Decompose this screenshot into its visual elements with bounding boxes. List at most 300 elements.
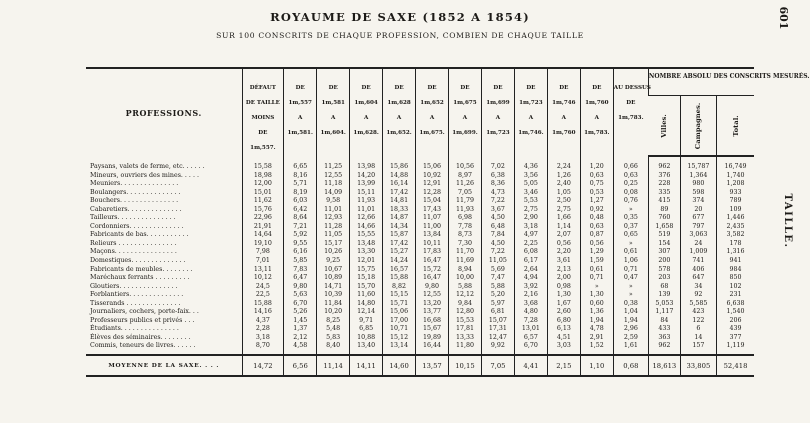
table-cell: 5,26: [284, 308, 317, 317]
table-cell: 11,07: [416, 214, 449, 223]
table-cell: 5,20: [481, 291, 514, 300]
table-cell: 0,92: [580, 206, 613, 215]
table-row: [86, 156, 754, 172]
table-cell: 12,93: [317, 214, 350, 223]
table-cell: 1,94: [580, 317, 613, 326]
table-cell: 15,70: [350, 283, 383, 292]
table-cell: 11,25: [317, 156, 350, 172]
table-row: [86, 214, 754, 223]
table-cell: 1,540: [717, 308, 754, 317]
table-cell: 15,06: [383, 308, 416, 317]
table-cell: 16,47: [416, 257, 449, 266]
table-cell: 377: [717, 334, 754, 343]
table-cell: 18,33: [383, 206, 416, 215]
table-cell: 5,05: [514, 180, 547, 189]
table-row: [86, 342, 754, 355]
table-cell: 406: [680, 266, 716, 275]
table-cell: 109: [717, 206, 754, 215]
table-cell: 8,40: [317, 342, 350, 355]
table-cell: 1,67: [547, 300, 580, 309]
table-cell: 13,14: [383, 342, 416, 355]
table-cell: 21,91: [242, 223, 284, 232]
table-cell: 0,61: [613, 248, 648, 257]
table-cell: 8,25: [317, 317, 350, 326]
table-cell: 5,053: [648, 300, 680, 309]
table-cell: 0,38: [613, 300, 648, 309]
range-header: DE 1m,675 A 1m,699.: [449, 68, 482, 156]
table-row: [86, 231, 754, 240]
table-row: [86, 334, 754, 343]
totals-cell: 14,11: [350, 355, 383, 376]
table-cell: 13,20: [416, 300, 449, 309]
profession-name: Professeurs publics et privés . . .: [90, 316, 195, 324]
table-cell: 850: [717, 274, 754, 283]
table-cell: 24: [680, 240, 716, 249]
profession-name: Tailleurs. . . . . . . . . . . . . . .: [90, 214, 176, 222]
table-cell: 7,28: [514, 317, 547, 326]
table-cell: 15,76: [242, 206, 284, 215]
table-row: [86, 197, 754, 206]
table-cell: 439: [717, 325, 754, 334]
table-cell: 6,638: [717, 300, 754, 309]
totals-cell: 2,15: [547, 355, 580, 376]
table-cell: 17,42: [383, 189, 416, 198]
total-header: Total.: [717, 96, 754, 156]
profession-name: Domestiques. . . . . . . . . . . . . .: [90, 257, 186, 265]
table-cell: 203: [648, 274, 680, 283]
table-cell: 415: [648, 197, 680, 206]
table-cell: 0,63: [580, 172, 613, 181]
table-cell: 15,67: [416, 325, 449, 334]
table-cell: 13,30: [350, 248, 383, 257]
table-cell: 11,79: [449, 197, 482, 206]
table-cell: 4,80: [514, 308, 547, 317]
table-cell: 1,30: [580, 291, 613, 300]
table-cell: »: [613, 283, 648, 292]
totals-cell: 13,57: [416, 355, 449, 376]
table-cell: 2,50: [547, 197, 580, 206]
table-cell: 14,64: [242, 231, 284, 240]
table-cell: 1,52: [580, 342, 613, 355]
table-cell: 1,61: [613, 342, 648, 355]
table-cell: 12,47: [481, 334, 514, 343]
table-cell: 4,73: [481, 189, 514, 198]
table-cell: 84: [648, 317, 680, 326]
table-cell: 10,39: [317, 291, 350, 300]
table-row: [86, 248, 754, 257]
profession-name: Meuniers. . . . . . . . . . . . . . .: [90, 180, 179, 188]
table-cell: 9,25: [317, 257, 350, 266]
table-cell: 2,91: [580, 334, 613, 343]
range-header: DE 1m,760 A 1m,783.: [580, 68, 613, 156]
table-cell: »: [613, 291, 648, 300]
table-cell: 0,56: [580, 240, 613, 249]
table-cell: 363: [648, 334, 680, 343]
table-cell: 12,55: [416, 291, 449, 300]
table-cell: 578: [648, 266, 680, 275]
table-cell: 19,10: [242, 240, 284, 249]
totals-cell: 11,14: [317, 355, 350, 376]
table-cell: 18,98: [242, 172, 284, 181]
table-cell: 4,36: [514, 156, 547, 172]
table-cell: 16,44: [416, 342, 449, 355]
table-cell: 4,50: [481, 214, 514, 223]
table-cell: 228: [648, 180, 680, 189]
table-cell: 4,37: [242, 317, 284, 326]
table-cell: 1,45: [284, 317, 317, 326]
table-cell: 15,55: [350, 231, 383, 240]
table-cell: 206: [717, 317, 754, 326]
table-cell: 89: [648, 206, 680, 215]
table-cell: 1,36: [580, 308, 613, 317]
table-cell: 0,65: [613, 231, 648, 240]
table-cell: 1,05: [547, 189, 580, 198]
profession-name: Mineurs, ouvriers des mines. . . . .: [90, 171, 199, 179]
table-cell: 122: [680, 317, 716, 326]
table-cell: 1,66: [547, 214, 580, 223]
table-cell: 0,56: [547, 240, 580, 249]
table-cell: 5,585: [680, 300, 716, 309]
table-cell: 92: [680, 291, 716, 300]
table-cell: 19,89: [416, 334, 449, 343]
table-cell: 34: [680, 283, 716, 292]
table-cell: 17,31: [481, 325, 514, 334]
table-cell: 8,64: [284, 214, 317, 223]
table-cell: 962: [648, 156, 680, 172]
table-row: [86, 325, 754, 334]
table-cell: 8,70: [242, 342, 284, 355]
table-cell: 10,26: [317, 248, 350, 257]
table-cell: 2,75: [547, 206, 580, 215]
table-cell: 6,13: [547, 325, 580, 334]
table-cell: 3,18: [242, 334, 284, 343]
table-cell: 13,01: [514, 325, 547, 334]
table-cell: 7,78: [449, 223, 482, 232]
table-cell: 6,16: [284, 248, 317, 257]
table-cell: 15,787: [680, 156, 716, 172]
table-cell: 68: [648, 283, 680, 292]
table-cell: 5,48: [317, 325, 350, 334]
table-cell: 0,63: [613, 172, 648, 181]
table-cell: 11,80: [449, 342, 482, 355]
table-cell: »: [580, 283, 613, 292]
table-cell: 14,71: [317, 283, 350, 292]
table-cell: 2,59: [613, 334, 648, 343]
table-cell: 12,01: [350, 257, 383, 266]
table-cell: 8,94: [449, 266, 482, 275]
table-cell: 0,75: [580, 180, 613, 189]
table-cell: 154: [648, 240, 680, 249]
table-cell: 5,88: [449, 283, 482, 292]
profession-name: Maréchaux ferrants . . . . . . . . .: [90, 274, 190, 282]
table-cell: 15,18: [350, 274, 383, 283]
table-cell: 8,82: [383, 283, 416, 292]
table-cell: 15,86: [383, 156, 416, 172]
professions-header: PROFESSIONS.: [86, 68, 242, 156]
table-cell: 3,56: [514, 172, 547, 181]
table-cell: 13,98: [350, 156, 383, 172]
table-cell: 12,28: [416, 189, 449, 198]
table-cell: 0,87: [580, 231, 613, 240]
table-cell: 16,749: [717, 156, 754, 172]
table-cell: 3,61: [547, 257, 580, 266]
table-row: [86, 240, 754, 249]
table-cell: 2,64: [514, 266, 547, 275]
table-cell: 2,75: [514, 206, 547, 215]
table-cell: 2,16: [514, 291, 547, 300]
table-cell: 1,208: [717, 180, 754, 189]
table-cell: 6,48: [481, 223, 514, 232]
profession-name: Forblantiers. . . . . . . . . . . . . .: [90, 291, 184, 299]
table-cell: 11,93: [449, 206, 482, 215]
table-cell: 984: [717, 266, 754, 275]
table-cell: 4,97: [514, 231, 547, 240]
table-cell: 6,17: [514, 257, 547, 266]
table-cell: 11,05: [481, 257, 514, 266]
table-cell: 2,00: [547, 274, 580, 283]
totals-cell: 7,05: [481, 355, 514, 376]
table-cell: 200: [648, 257, 680, 266]
absolu-group-header: NOMBRE ABSOLU DES CONSCRITS MESURÉS.: [648, 68, 754, 96]
table-cell: 8,16: [284, 172, 317, 181]
table-cell: 12,91: [416, 180, 449, 189]
totals-cell: 52,418: [717, 355, 754, 376]
table-cell: 4,58: [284, 342, 317, 355]
table-cell: 15,27: [383, 248, 416, 257]
table-cell: 0,25: [613, 180, 648, 189]
table-cell: 0,08: [613, 189, 648, 198]
table-cell: 10,11: [416, 240, 449, 249]
table-cell: 3,18: [514, 223, 547, 232]
table-cell: 231: [717, 291, 754, 300]
table-cell: 11,69: [449, 257, 482, 266]
table-cell: 13,48: [350, 240, 383, 249]
table-cell: 7,21: [284, 223, 317, 232]
table-row: [86, 291, 754, 300]
table-cell: 9,80: [416, 283, 449, 292]
table-cell: 14,80: [350, 300, 383, 309]
table-cell: 0,35: [613, 214, 648, 223]
range-header: DE 1m,652 A 1m,675.: [416, 68, 449, 156]
table-cell: 17,43: [416, 206, 449, 215]
table-cell: 13,99: [350, 180, 383, 189]
table-cell: 7,01: [242, 257, 284, 266]
profession-name: Paysans, valets de ferme, etc. . . . . .: [90, 162, 205, 170]
table-cell: 962: [648, 342, 680, 355]
table-cell: 1,26: [547, 172, 580, 181]
table-row: [86, 172, 754, 181]
table-cell: 15,71: [383, 300, 416, 309]
table-cell: 8,97: [449, 172, 482, 181]
table-cell: 14,88: [383, 172, 416, 181]
profession-name: Maçons. . . . . . . . . . . . . . . .: [90, 248, 177, 256]
table-cell: 12,55: [317, 172, 350, 181]
table-cell: 12,80: [449, 308, 482, 317]
table-cell: 10,56: [449, 156, 482, 172]
table-row: [86, 317, 754, 326]
table-cell: 17,42: [383, 240, 416, 249]
table-cell: 14,16: [242, 308, 284, 317]
table-cell: 5,88: [481, 283, 514, 292]
table-cell: 1,04: [613, 308, 648, 317]
table-cell: 11,18: [317, 180, 350, 189]
table-row: [86, 180, 754, 189]
table-cell: 9,55: [284, 240, 317, 249]
table-cell: 14: [680, 334, 716, 343]
table-cell: 13,40: [350, 342, 383, 355]
table-cell: 1,119: [717, 342, 754, 355]
au-dessus-header: AU DESSUS DE 1m,783.: [613, 68, 648, 156]
table-cell: 13,33: [449, 334, 482, 343]
table-cell: 14,34: [383, 223, 416, 232]
table-cell: 0,37: [613, 223, 648, 232]
table-cell: 15,01: [242, 189, 284, 198]
table-cell: 16,57: [383, 266, 416, 275]
table-cell: 7,84: [481, 231, 514, 240]
table-cell: 0,63: [580, 223, 613, 232]
table-cell: 16,47: [416, 274, 449, 283]
table-cell: 10,00: [449, 274, 482, 283]
table-row: [86, 257, 754, 266]
table-cell: 5,85: [284, 257, 317, 266]
table-cell: 15,07: [481, 317, 514, 326]
table-cell: 10,88: [350, 334, 383, 343]
table-cell: 3,46: [514, 189, 547, 198]
table-cell: 10,71: [383, 325, 416, 334]
table-cell: 335: [648, 189, 680, 198]
table-cell: 6,57: [514, 334, 547, 343]
table-cell: 2,20: [547, 248, 580, 257]
table-cell: 14,87: [383, 214, 416, 223]
table-cell: 10,20: [317, 308, 350, 317]
profession-name: Tisserands . . . . . . . . . . . . . .: [90, 299, 181, 307]
table-cell: 1,29: [580, 248, 613, 257]
table-cell: 15,58: [242, 156, 284, 172]
table-cell: 102: [717, 283, 754, 292]
table-cell: 7,83: [284, 266, 317, 275]
table-cell: 6,81: [481, 308, 514, 317]
table-cell: 7,02: [481, 156, 514, 172]
table-cell: 15,17: [317, 240, 350, 249]
table-cell: 1,009: [680, 248, 716, 257]
range-header: DE 1m,723 A 1m,746.: [514, 68, 547, 156]
table-cell: 2,12: [284, 334, 317, 343]
table-cell: 307: [648, 248, 680, 257]
table-cell: 1,37: [284, 325, 317, 334]
table-cell: 3,03: [547, 342, 580, 355]
table-cell: 760: [648, 214, 680, 223]
table-cell: 15,87: [383, 231, 416, 240]
range-header: DE 1m,699 A 1m,723: [481, 68, 514, 156]
table-cell: 17,83: [416, 248, 449, 257]
table-cell: 2,28: [242, 325, 284, 334]
table-cell: 13,84: [416, 231, 449, 240]
table-cell: 6,70: [284, 300, 317, 309]
table-row: [86, 308, 754, 317]
table-cell: 2,07: [547, 231, 580, 240]
table-cell: 598: [680, 189, 716, 198]
table-cell: 3,582: [717, 231, 754, 240]
table-row: [86, 300, 754, 309]
table-row: [86, 206, 754, 215]
totals-cell: 4,41: [514, 355, 547, 376]
table-cell: 374: [680, 197, 716, 206]
table-cell: 6: [680, 325, 716, 334]
page-number: 601: [777, 6, 790, 30]
table-cell: 797: [680, 223, 716, 232]
table-cell: 10,89: [317, 274, 350, 283]
table-cell: 15,04: [416, 197, 449, 206]
totals-label: MOYENNE DE LA SAXE. . . .: [86, 355, 242, 376]
profession-name: Fabricants de bas. . . . . . . . . . .: [90, 231, 189, 239]
stats-table: [86, 67, 810, 377]
table-cell: 2,96: [613, 325, 648, 334]
table-cell: 15,72: [416, 266, 449, 275]
table-cell: 15,75: [350, 266, 383, 275]
table-cell: 4,78: [580, 325, 613, 334]
table-cell: 178: [717, 240, 754, 249]
table-cell: 5,97: [481, 300, 514, 309]
table-cell: 11,84: [317, 300, 350, 309]
table-cell: 1,30: [547, 291, 580, 300]
table-cell: 2,40: [547, 180, 580, 189]
table-cell: 2,24: [547, 156, 580, 172]
table-row: [86, 223, 754, 232]
table-cell: 14,66: [350, 223, 383, 232]
table-cell: 2,435: [717, 223, 754, 232]
table-cell: 1,117: [648, 308, 680, 317]
table-cell: 5,69: [481, 266, 514, 275]
table-cell: 16,68: [416, 317, 449, 326]
table-cell: 11,26: [449, 180, 482, 189]
table-cell: 7,05: [449, 189, 482, 198]
table-cell: 14,09: [317, 189, 350, 198]
table-row: [86, 283, 754, 292]
profession-name: Commis, teneurs de livres. . . . . .: [86, 342, 242, 355]
table-cell: 11,62: [242, 197, 284, 206]
table-cell: 519: [648, 231, 680, 240]
table-cell: 6,42: [284, 206, 317, 215]
table-cell: 12,66: [350, 214, 383, 223]
table-cell: 7,98: [242, 248, 284, 257]
profession-name: Gloutiers. . . . . . . . . . . . . . .: [90, 282, 178, 290]
table-cell: 0,53: [580, 189, 613, 198]
table-cell: 1,364: [680, 172, 716, 181]
totals-cell: 33,805: [680, 355, 716, 376]
totals-cell: 1,10: [580, 355, 613, 376]
range-header: DE 1m,604 A 1m,628.: [350, 68, 383, 156]
table-cell: 3,67: [481, 206, 514, 215]
range-header: DE 1m,557 A 1m,581.: [284, 68, 317, 156]
profession-name: Élèves des séminaires. . . . . . . .: [90, 333, 191, 341]
table-cell: 14,20: [350, 172, 383, 181]
table-cell: 0,60: [580, 300, 613, 309]
table-cell: 12,00: [242, 180, 284, 189]
table-cell: 5,63: [284, 291, 317, 300]
side-title: TAILLE.: [782, 193, 793, 249]
table-cell: 6,38: [481, 172, 514, 181]
table-cell: 22,96: [242, 214, 284, 223]
table-cell: 8,73: [449, 231, 482, 240]
table-cell: 941: [717, 257, 754, 266]
table-cell: 2,25: [514, 240, 547, 249]
table-cell: 11,00: [416, 223, 449, 232]
table-cell: 6,08: [514, 248, 547, 257]
profession-name: Cabaretiers. . . . . . . . . . . . . .: [90, 205, 182, 213]
table-cell: 24,5: [242, 283, 284, 292]
range-header: DE 1m,746 A 1m,760: [547, 68, 580, 156]
table-cell: 9,80: [284, 283, 317, 292]
